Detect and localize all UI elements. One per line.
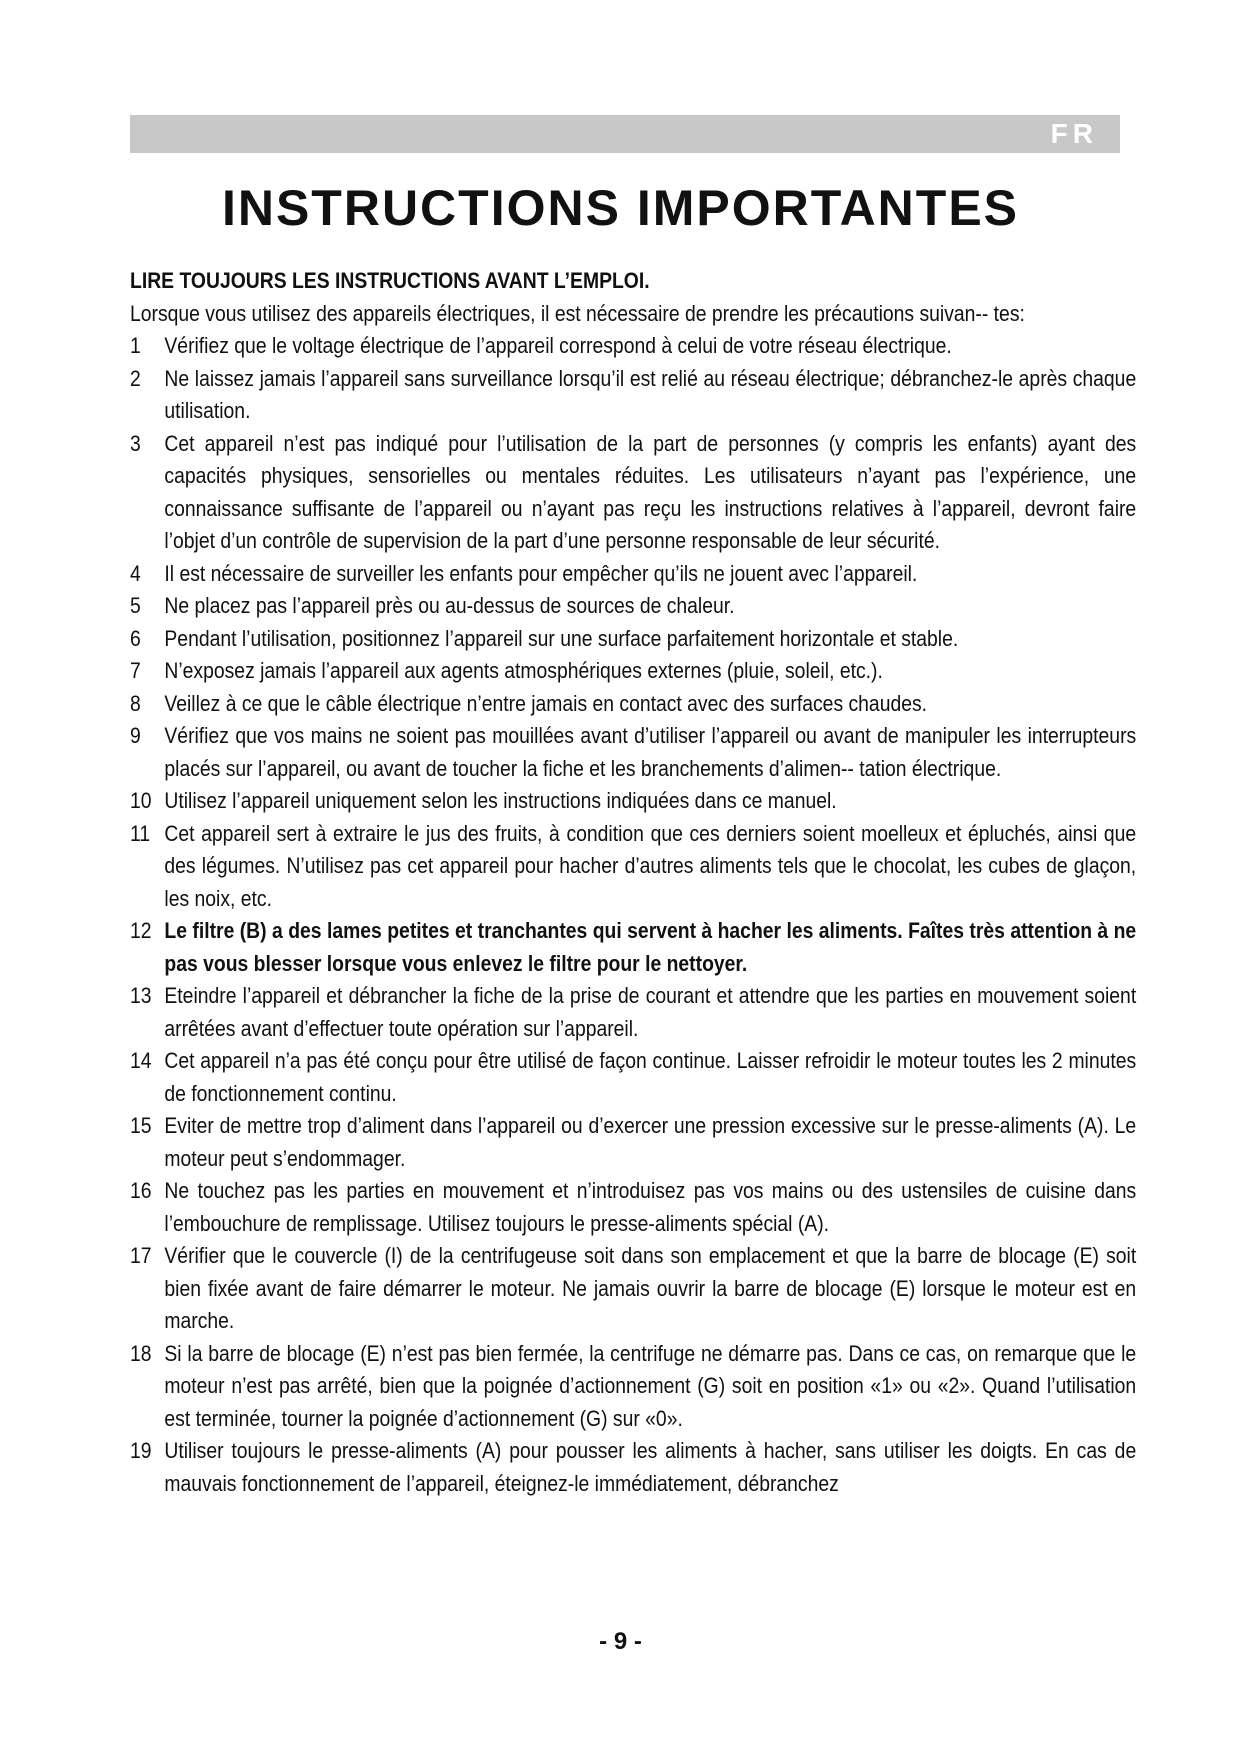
list-item: 19 Utiliser toujours le presse-aliments (A) pour pousser les aliments à hacher, sans utiliser les doigts. En cas de mauvais fonctionnement de l’appareil, éteignez-le immédiatement, débranchez — [130, 1438, 1137, 1496]
list-item: 2 Ne laissez jamais l’appareil sans surveillance lorsqu’il est relié au réseau électrique; débranchez-le après chaque utilisation. — [130, 365, 1137, 423]
page-number: - 9 - — [599, 1628, 642, 1655]
list-item: 9 Vérifiez que vos mains ne soient pas mouillées avant d’utiliser l’appareil ou avant de manipuler les interrupteurs placés sur l’appareil, ou avant de toucher la fiche et les branchements d’alimen-- tation électrique. — [130, 723, 1137, 781]
language-header-bar — [130, 115, 1120, 153]
list-item-warning: 12 Le filtre (B) a des lames petites et tranchantes qui servent à hacher les aliments. Faîtes très attention à ne pas vous blesser lorsque vous enlevez le filtre pour le nettoyer. — [130, 918, 1137, 976]
subtitle: LIRE TOUJOURS LES INSTRUCTIONS AVANT L’EMPLOI. — [130, 268, 650, 293]
list-item: 5 Ne placez pas l’appareil près ou au-dessus de sources de chaleur. — [130, 593, 735, 618]
list-item: 8 Veillez à ce que le câble électrique n’entre jamais en contact avec des surfaces chaudes. — [130, 690, 928, 716]
instructions-content — [130, 265, 1136, 1500]
intro-paragraph: Lorsque vous utilisez des appareils électriques, il est nécessaire de prendre les précautions suivan-- tes: — [130, 300, 1025, 326]
list-item: 6 Pendant l’utilisation, positionnez l’appareil sur une surface parfaitement horizontale et stable. — [130, 625, 959, 651]
list-item: 4 Il est nécessaire de surveiller les enfants pour empêcher qu’ils ne jouent avec l’appareil. — [130, 560, 918, 586]
instruction-list — [130, 330, 1136, 1500]
list-item: 18 Si la barre de blocage (E) n’est pas bien fermée, la centrifuge ne démarre pas. Dans ce cas, on remarque que le moteur n’est pas arrêté, bien que la poignée d’actionnement (G) soit en position «1» ou «2». Quand l’utilisation est terminée, tourner la poignée d’actionnement (G) sur «0». — [130, 1340, 1137, 1431]
list-item: 1 Vérifiez que le voltage électrique de l’appareil correspond à celui de votre réseau électrique. — [130, 333, 952, 358]
list-item: 14 Cet appareil n’a pas été conçu pour être utilisé de façon continue. Laisser refroidir le moteur toutes les 2 minutes de fonctionnement continu. — [130, 1048, 1137, 1106]
list-item: 10 Utilisez l’appareil uniquement selon les instructions indiquées dans ce manuel. — [130, 788, 837, 813]
list-item: 15 Eviter de mettre trop d’aliment dans l’appareil ou d’exercer une pression excessive sur le presse-aliments (A). Le moteur peut s’endommager. — [130, 1113, 1137, 1171]
list-item: 11 Cet appareil sert à extraire le jus des fruits, à condition que ces derniers soient moelleux et épluchés, ainsi que des légumes. N’utilisez pas cet appareil pour hacher d’autres aliments tels que le chocolat, les cubes de glaçon, les noix, etc. — [130, 820, 1137, 911]
page-title: INSTRUCTIONS IMPORTANTES — [221, 180, 1020, 236]
list-item: 7 N’exposez jamais l’appareil aux agents atmosphériques externes (pluie, soleil, etc.). — [130, 658, 883, 683]
list-item: 13 Eteindre l’appareil et débrancher la fiche de la prise de courant et attendre que les parties en mouvement soient arrêtées avant d’effectuer toute opération sur l’appareil. — [130, 983, 1137, 1041]
language-code: FR — [1050, 118, 1098, 149]
list-item: 16 Ne touchez pas les parties en mouvement et n’introduisez pas vos mains ou des ustensiles de cuisine dans l’embouchure de remplissage. Utilisez toujours le presse-aliments spécial (A). — [130, 1178, 1137, 1236]
list-item: 17 Vérifier que le couvercle (I) de la centrifugeuse soit dans son emplacement et que la barre de blocage (E) soit bien fixée avant de faire démarrer le moteur. Ne jamais ouvrir la barre de blocage (E) lorsque le moteur est en marche. — [130, 1243, 1137, 1333]
list-item: 3 Cet appareil n’est pas indiqué pour l’utilisation de la part de personnes (y compris les enfants) ayant des capacités physiques, sensorielles ou mentales réduites. Les utilisateurs n’ayant pas l’expérience, une connaissance suffisante de l’appareil ou n’ayant pas reçu les instructions relatives à l’appareil, devront faire l’objet d’un contrôle de supervision de la part d’une personne responsable de leur sécurité. — [130, 430, 1137, 553]
